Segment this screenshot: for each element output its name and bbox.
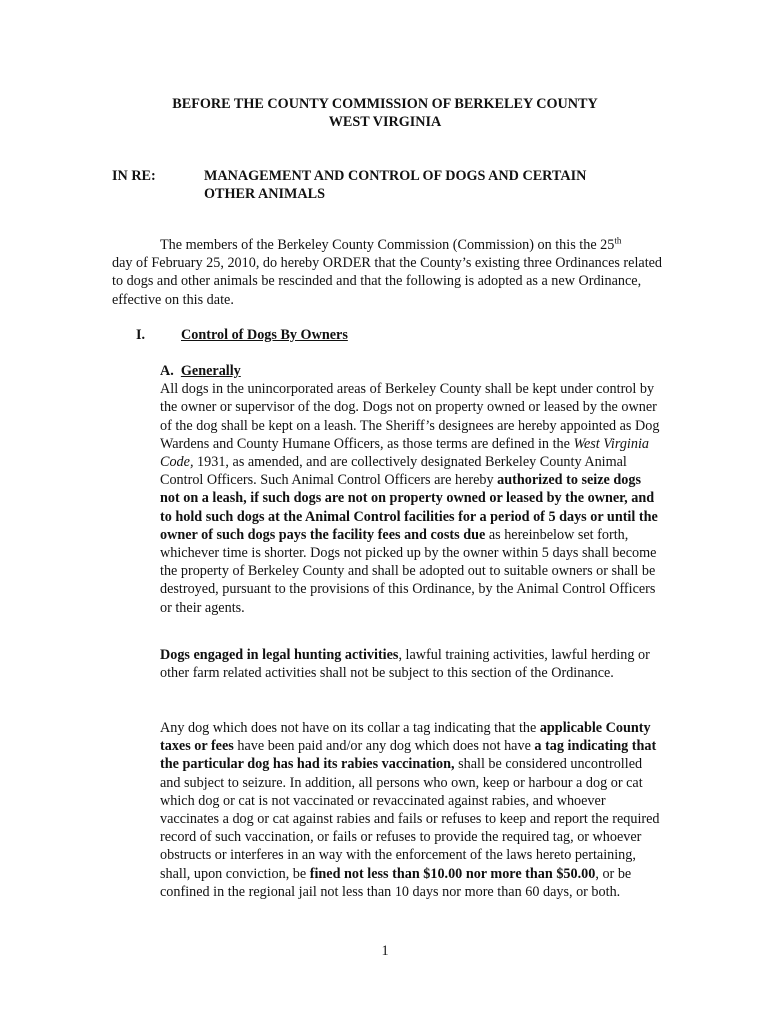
- para2-text: , lawful training activities, lawful herding or other farm related activities shall not be subject to this section of the Ordinance.: [160, 647, 650, 682]
- subsection-a: [160, 362, 660, 617]
- header-line-1: BEFORE THE COUNTY COMMISSION OF BERKELEY COUNTY: [172, 96, 598, 112]
- in-re-subject-line-1: MANAGEMENT AND CONTROL OF DOGS AND CERTAIN: [204, 168, 587, 184]
- in-re-subject: [204, 167, 654, 203]
- intro-text-2: day of February 25, 2010, do hereby ORDER that the County’s existing three Ordinances related to dogs and other animals be rescinded and that the following is adopted as a new Ordinance, effective on this date.: [112, 255, 663, 308]
- header-line-2: WEST VIRGINIA: [328, 114, 442, 130]
- para3-text-3: shall be considered uncontrolled and subject to seizure. In addition, all persons who own, keep or harbour a dog or cat which dog or cat is not vaccinated or revaccinated against rabies, and whoever vaccinates a dog or cat against rabies and fails or refuses to keep and report the required record of such vaccination, or fails or refuses to provide the required tag, or whoever obstructs or interferes in an way with the enforcement of the laws hereto pertaining, shall, upon conviction, be: [160, 756, 660, 882]
- paragraph-2: [160, 646, 660, 682]
- in-re-label: IN RE:: [112, 168, 156, 184]
- para1-text-2: 1931, as amended, and are collectively designated Berkeley County Animal Control Officers. Such Animal Control Officers are hereby: [160, 454, 627, 489]
- paragraph-1: [160, 380, 660, 617]
- section-title: Control of Dogs By Owners: [181, 327, 348, 343]
- para1-text-3: as hereinbelow set forth, whichever time is shorter. Dogs not picked up by the owner within 5 days shall become the property of Berkeley County and shall be adopted out to suitable owners or shall be destroyed, pursuant to the provisions of this Ordinance, by the Animal Control Officers or their agents.: [160, 526, 657, 616]
- subsection-a-title: Generally: [180, 363, 241, 379]
- para1-code-citation: West Virginia Code,: [160, 435, 649, 471]
- para3-text-4: , or be confined in the regional jail not less than 10 days nor more than 60 days, or both.: [160, 865, 632, 900]
- para1-bold-text: authorized to seize dogs not on a leash, if such dogs are not on property owned or leased by the owner, and to hold such dogs at the Animal Control facilities for a period of 5 days or until the owner of such dogs pays the facility fees and costs due: [160, 472, 658, 543]
- intro-superscript: th: [614, 235, 622, 246]
- section-number: I.: [136, 327, 146, 343]
- para1-text-1: All dogs in the unincorporated areas of Berkeley County shall be kept under control by the owner or supervisor of the dog. Dogs not on property owned or leased by the owner of the dog shall be kept on a leash. The Sheriff’s designees are hereby appointed as Dog Wardens and County Humane Officers, as those terms are defined in the: [160, 381, 660, 452]
- subsection-a-letter: A.: [160, 363, 174, 379]
- intro-paragraph: [112, 236, 672, 309]
- page-number: 1: [381, 943, 389, 959]
- para3-bold-2: a tag indicating that the particular dog has had its rabies vaccination,: [160, 738, 657, 773]
- para3-bold-3: fined not less than $10.00 nor more than $50.00: [309, 865, 596, 882]
- intro-text-1: The members of the Berkeley County Commission (Commission) on this the 25: [160, 237, 615, 253]
- para2-bold-text: Dogs engaged in legal hunting activities: [160, 647, 399, 663]
- in-re-subject-line-2: OTHER ANIMALS: [204, 186, 326, 203]
- para3-bold-1: applicable County taxes or fees: [160, 720, 651, 755]
- subsection-a-heading: [160, 362, 660, 380]
- paragraph-3: [160, 719, 660, 901]
- para3-text-1: Any dog which does not have on its collar a tag indicating that the: [160, 720, 540, 736]
- para3-text-2: have been paid and/or any dog which does not have: [233, 738, 535, 755]
